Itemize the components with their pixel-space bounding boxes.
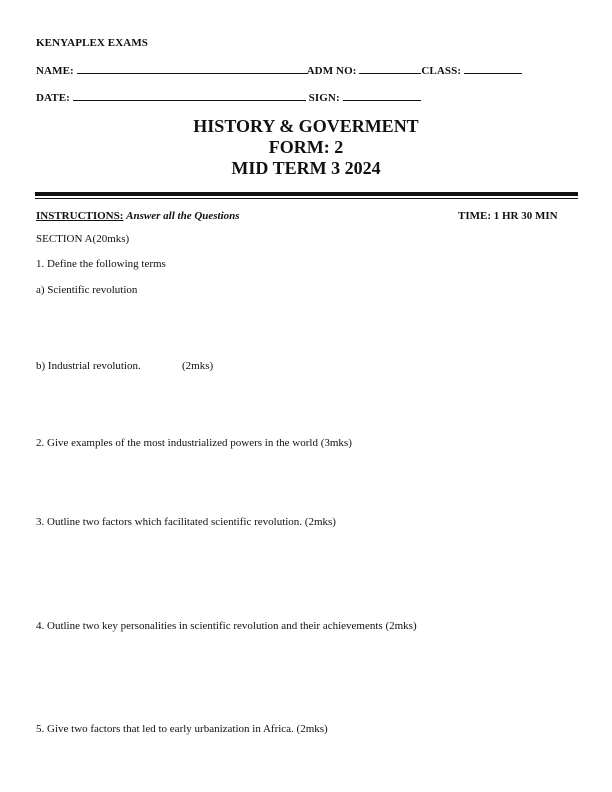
name-label: NAME: — [36, 65, 74, 77]
question-2: 2. Give examples of the most industrialized powers in the world (3mks) — [36, 437, 352, 449]
heavy-divider — [35, 192, 578, 196]
thin-divider — [35, 198, 578, 199]
question-3: 3. Outline two factors which facilitated scientific revolution. (2mks) — [36, 516, 336, 528]
exam-body-name: KENYAPLEX EXAMS — [36, 37, 149, 49]
date-row — [36, 90, 421, 104]
class-field[interactable] — [464, 63, 522, 74]
name-field[interactable] — [77, 63, 307, 74]
adm-field[interactable] — [359, 63, 421, 74]
question-5: 5. Give two factors that led to early urbanization in Africa. (2mks) — [36, 723, 328, 735]
term-title: MID TERM 3 2024 — [231, 158, 381, 178]
class-label: CLASS: — [421, 65, 462, 77]
question-1b-marks: (2mks) — [182, 360, 214, 372]
name-row — [36, 63, 522, 77]
time-allowed: TIME: 1 HR 30 MIN — [458, 210, 558, 222]
instructions-line — [36, 210, 240, 222]
question-4: 4. Outline two key personalities in scientific revolution and their achievements (2mks) — [36, 620, 417, 632]
question-1a: a) Scientific revolution — [36, 284, 138, 296]
instructions-label: INSTRUCTIONS: — [36, 210, 124, 222]
instructions-text: Answer all the Questions — [126, 210, 240, 222]
question-1: 1. Define the following terms — [36, 258, 166, 270]
date-label: DATE: — [36, 92, 70, 104]
date-field[interactable] — [73, 90, 306, 101]
adm-label: ADM NO: — [306, 65, 357, 77]
subject-title: HISTORY & GOVERMENT — [193, 116, 419, 136]
sign-label: SIGN: — [308, 92, 340, 104]
sign-field[interactable] — [343, 90, 421, 101]
question-1b: b) Industrial revolution. — [36, 360, 141, 372]
form-title: FORM: 2 — [268, 137, 344, 157]
section-heading: SECTION A(20mks) — [36, 233, 130, 245]
